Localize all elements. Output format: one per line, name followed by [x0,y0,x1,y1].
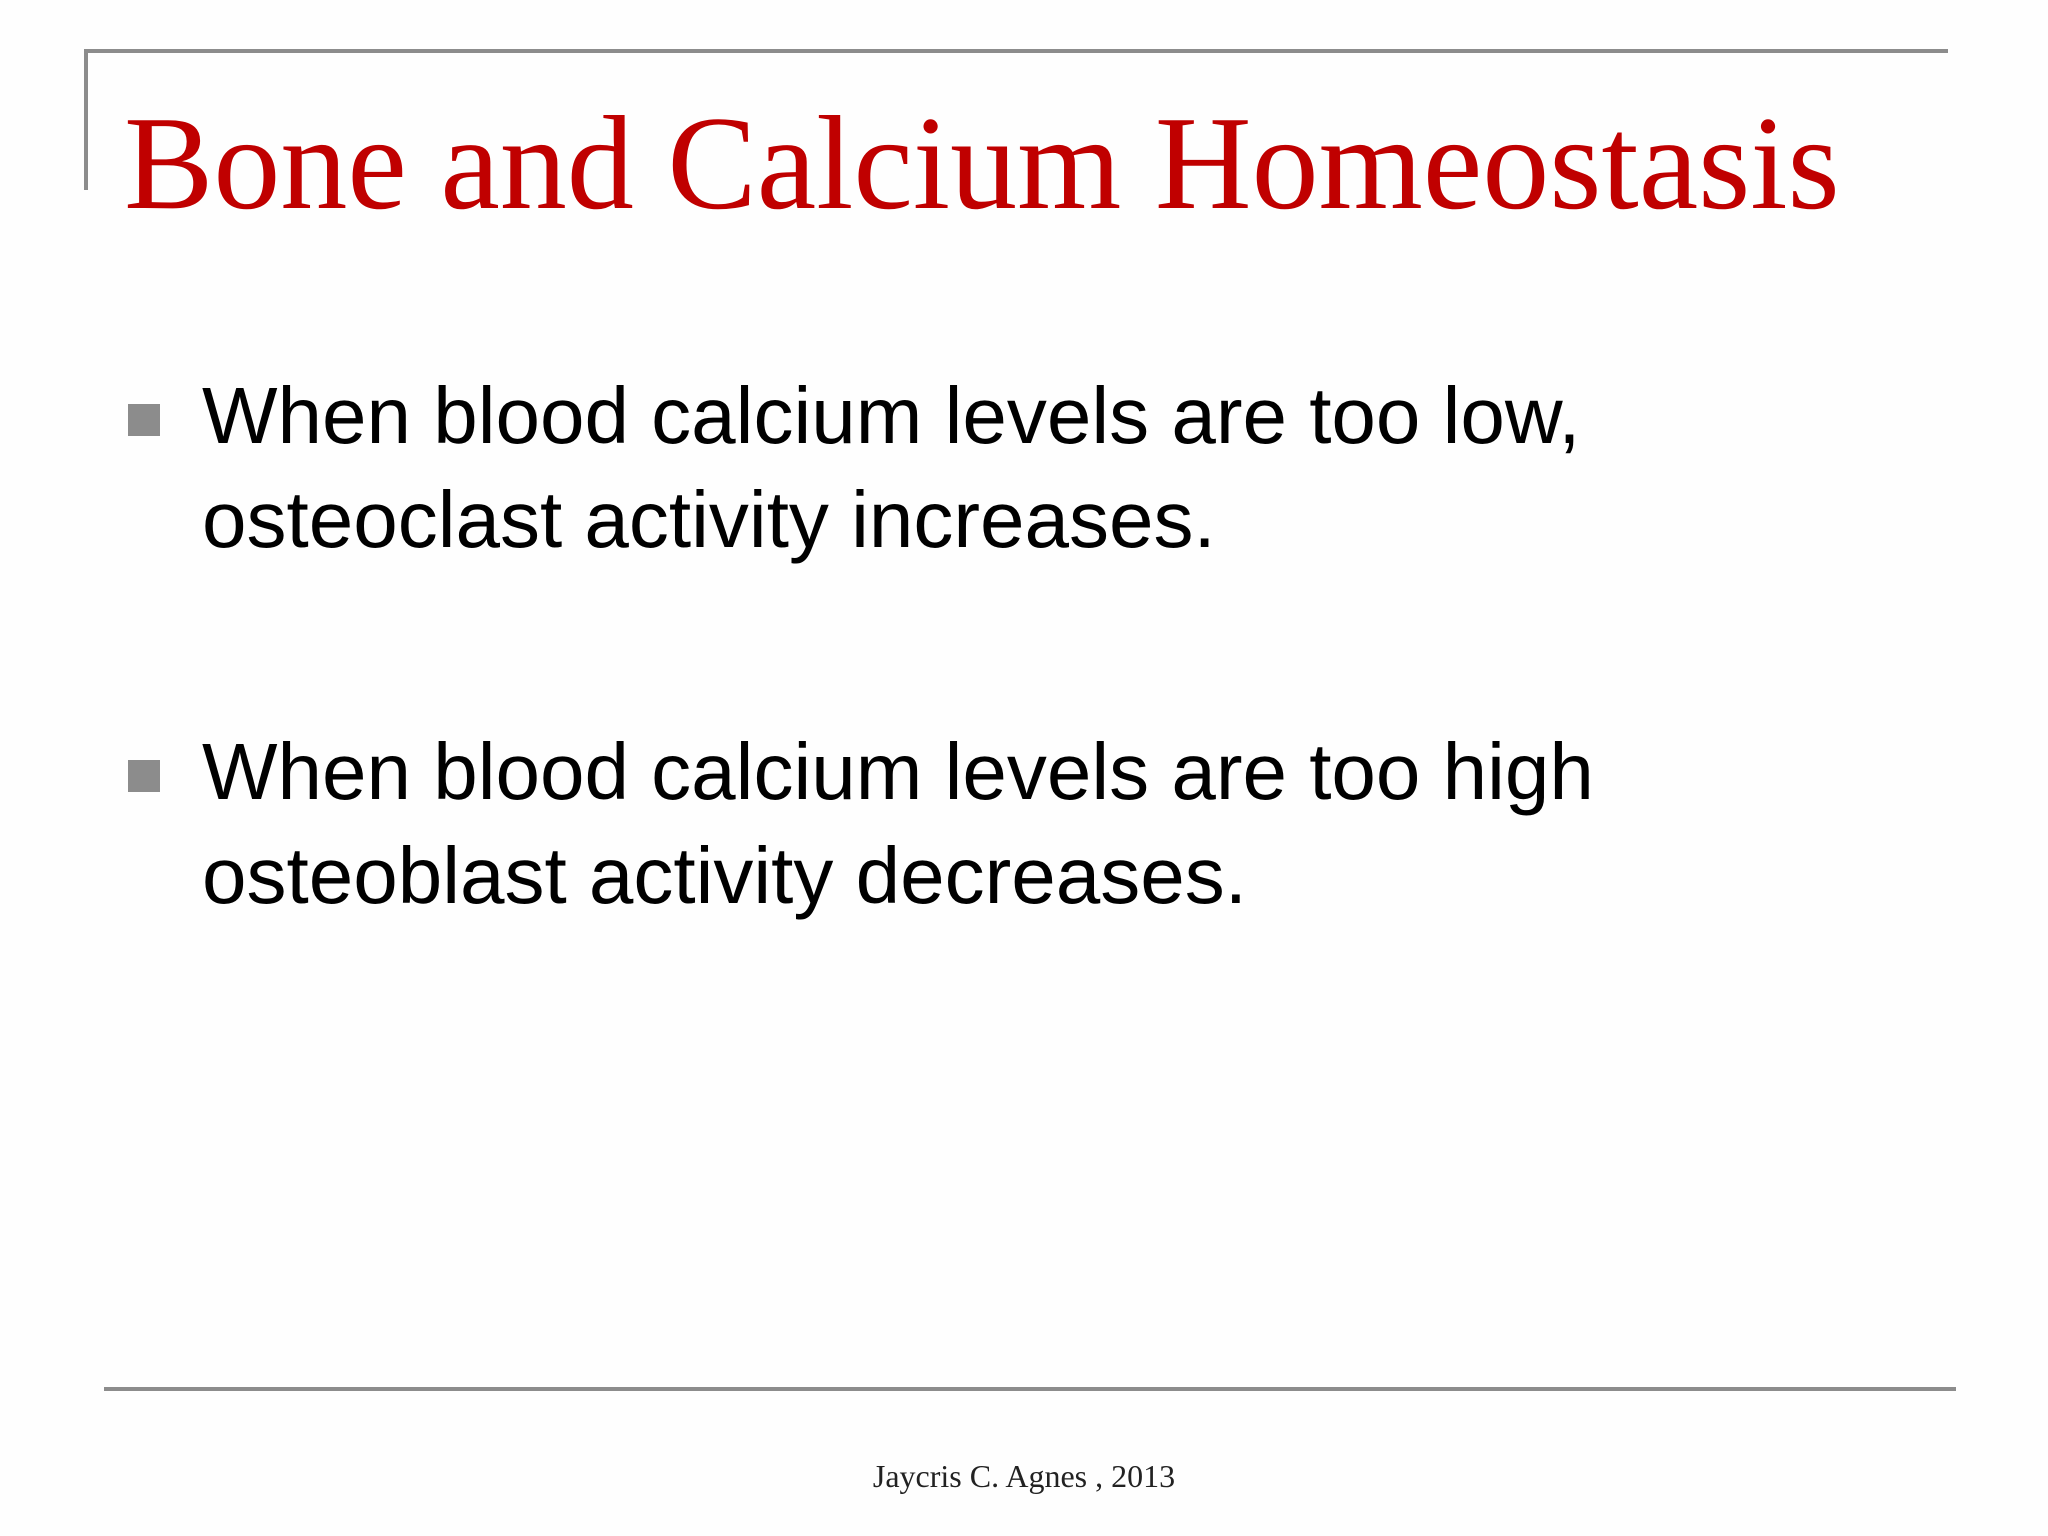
footer-credit: Jaycris C. Agnes , 2013 [872,1458,1176,1494]
bullet-text: When blood calcium levels are too high osteoblast activity decreases. [202,727,1594,920]
bullet-item [128,720,1928,928]
square-bullet-icon [128,404,160,436]
square-bullet-icon [128,760,160,792]
bullet-item [128,364,1928,572]
bullet-text: When blood calcium levels are too low, osteoclast activity increases. [202,371,1581,564]
footer-divider [104,1387,1956,1391]
slide-title: Bone and Calcium Homeostasis [124,89,1840,237]
bullet-list [128,364,1928,1076]
title-frame-left-line [84,49,88,190]
title-frame-top-line [84,49,1948,53]
